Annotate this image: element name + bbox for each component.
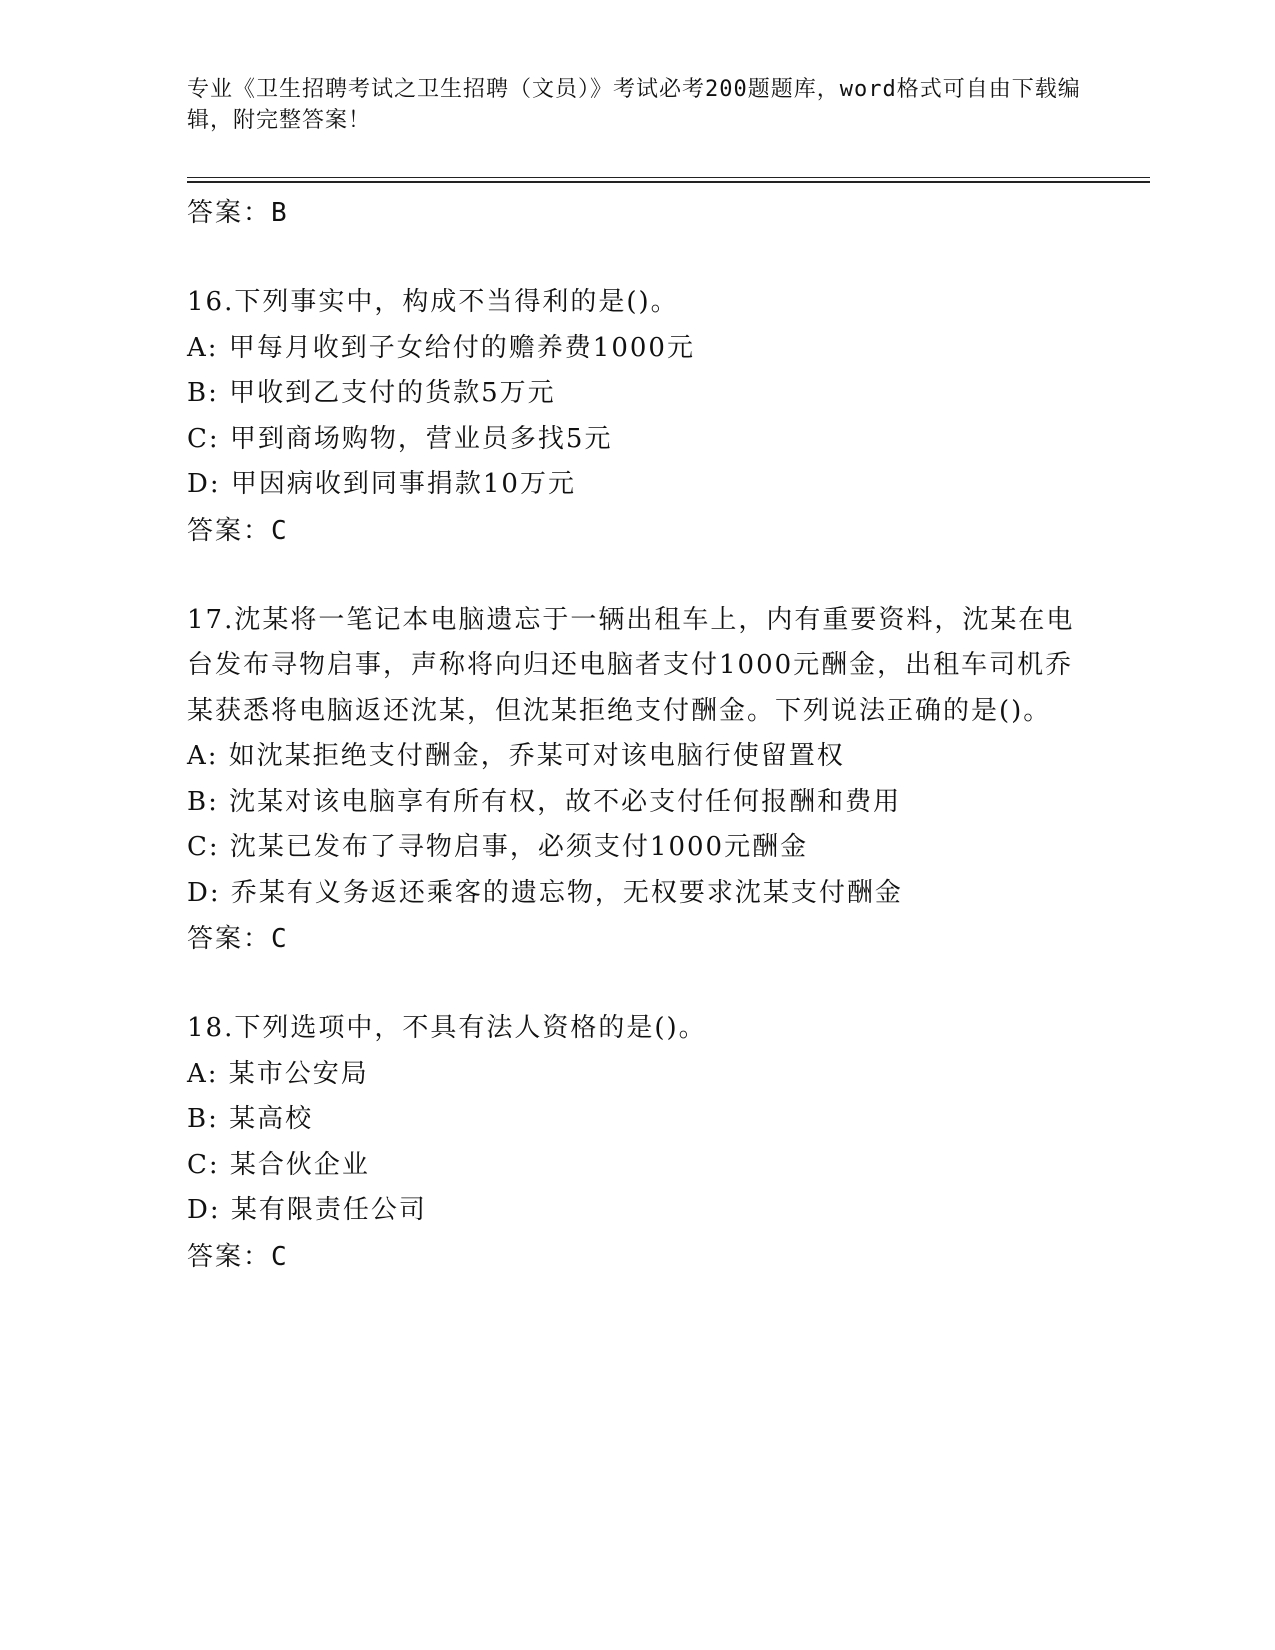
option-b: B: 某高校 [187, 1104, 314, 1134]
option-a: A: 甲每月收到子女给付的赡养费1000元 [187, 332, 695, 363]
option-c: C: 沈某已发布了寻物启事，必须支付1000元酬金 [187, 832, 809, 862]
document-body [187, 190, 1087, 1280]
question-block [187, 598, 1087, 963]
option-d: D: 某有限责任公司 [187, 1195, 427, 1225]
question-stem: 16.下列事实中，构成不当得利的是()。 [187, 287, 679, 317]
answer-line: 答案：C [187, 1241, 289, 1272]
spacer [187, 554, 1087, 598]
answer-line: 答案：B [187, 198, 289, 228]
option-d: D: 甲因病收到同事捐款10万元 [187, 469, 576, 499]
option-b: B: 沈某对该电脑享有所有权，故不必支付任何报酬和费用 [187, 786, 902, 817]
spacer [187, 236, 1087, 280]
question-stem: 18.下列选项中，不具有法人资格的是()。 [187, 1013, 707, 1043]
option-a: A: 如沈某拒绝支付酬金，乔某可对该电脑行使留置权 [187, 741, 845, 771]
answer-line: 答案：C [187, 924, 289, 954]
option-c: C: 甲到商场购物，营业员多找5元 [187, 423, 613, 454]
spacer [187, 962, 1087, 1006]
option-b: B: 甲收到乙支付的货款5万元 [187, 378, 556, 408]
option-a: A: 某市公安局 [187, 1058, 369, 1089]
question-stem: 17.沈某将一笔记本电脑遗忘于一辆出租车上，内有重要资料，沈某在电台发布寻物启事，声称将向归还电脑者支付1000元酬金，出租车司机乔某获悉将电脑返还沈某，但沈某拒绝支付酬金。下列说法正确的是()。 [187, 604, 1075, 726]
header-divider-thin [187, 177, 1150, 178]
option-d: D: 乔某有义务返还乘客的遗忘物，无权要求沈某支付酬金 [187, 877, 903, 908]
question-block [187, 280, 1087, 554]
option-c: C: 某合伙企业 [187, 1149, 370, 1180]
answer-line: 答案：C [187, 515, 289, 546]
document-header: 专业《卫生招聘考试之卫生招聘（文员）》考试必考200题题库，word格式可自由下载编辑，附完整答案！ [187, 77, 1081, 133]
question-block [187, 1006, 1087, 1280]
header-divider-thick [187, 181, 1150, 183]
